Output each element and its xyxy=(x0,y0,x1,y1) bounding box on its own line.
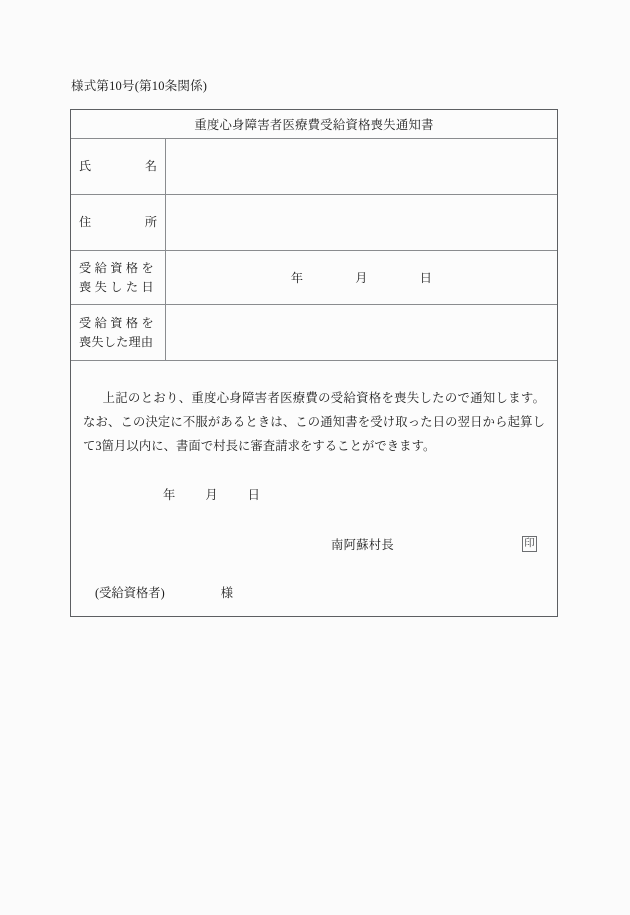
label-loss-reason xyxy=(71,305,166,360)
loss-date-year: 年 xyxy=(290,271,304,285)
table-row-loss-date xyxy=(71,251,557,305)
value-name[interactable] xyxy=(166,139,557,194)
label-address-char1: 住 xyxy=(79,215,92,230)
notice-paragraph: 上記のとおり、重度心身障害者医療費の受給資格を喪失したので通知します。なお、この決定に不服があるときは、この通知書を受け取った日の翌日から起算して3箇月以内に、書面で村長に審査請求をすることができます。 xyxy=(83,391,545,453)
label-name-char2: 名 xyxy=(144,159,157,174)
loss-date-placeholder xyxy=(291,269,432,286)
label-address-char2: 所 xyxy=(144,215,157,230)
label-loss-reason-line1: 受 給 資 格 を xyxy=(79,316,154,331)
label-name xyxy=(71,139,166,194)
label-loss-date-line1: 受 給 資 格 を xyxy=(79,261,154,276)
body-section xyxy=(71,361,557,601)
recipient-label: (受給資格者) xyxy=(95,585,165,600)
table-row-name xyxy=(71,139,557,195)
signature-date-year: 年 xyxy=(163,487,176,502)
recipient-line[interactable] xyxy=(83,583,545,601)
table-row-address xyxy=(71,195,557,251)
loss-date-day: 日 xyxy=(419,271,433,285)
value-loss-reason[interactable] xyxy=(166,305,557,360)
notification-form-box xyxy=(70,109,558,617)
signature-date-month: 月 xyxy=(205,487,218,502)
form-title: 重度心身障害者医療費受給資格喪失通知書 xyxy=(194,118,434,132)
signature-date-day: 日 xyxy=(247,487,260,502)
label-address xyxy=(71,195,166,250)
recipient-honorific: 様 xyxy=(220,585,233,600)
table-row-loss-reason xyxy=(71,305,557,361)
seal-icon: 印 xyxy=(522,536,537,552)
signature-date[interactable] xyxy=(83,485,545,503)
label-loss-reason-line2: 喪失した理由 xyxy=(79,334,154,349)
label-loss-date-line2: 喪 失 し た 日 xyxy=(79,279,154,294)
signer-line xyxy=(83,535,545,553)
signer-name: 南阿蘇村長 xyxy=(331,537,394,552)
label-name-char1: 氏 xyxy=(79,159,92,174)
loss-date-month: 月 xyxy=(355,271,368,285)
value-loss-date[interactable] xyxy=(166,251,557,304)
value-address[interactable] xyxy=(166,195,557,250)
label-loss-date xyxy=(71,251,166,304)
form-number: 様式第10号(第10条関係) xyxy=(71,79,208,93)
form-title-row xyxy=(71,110,557,139)
